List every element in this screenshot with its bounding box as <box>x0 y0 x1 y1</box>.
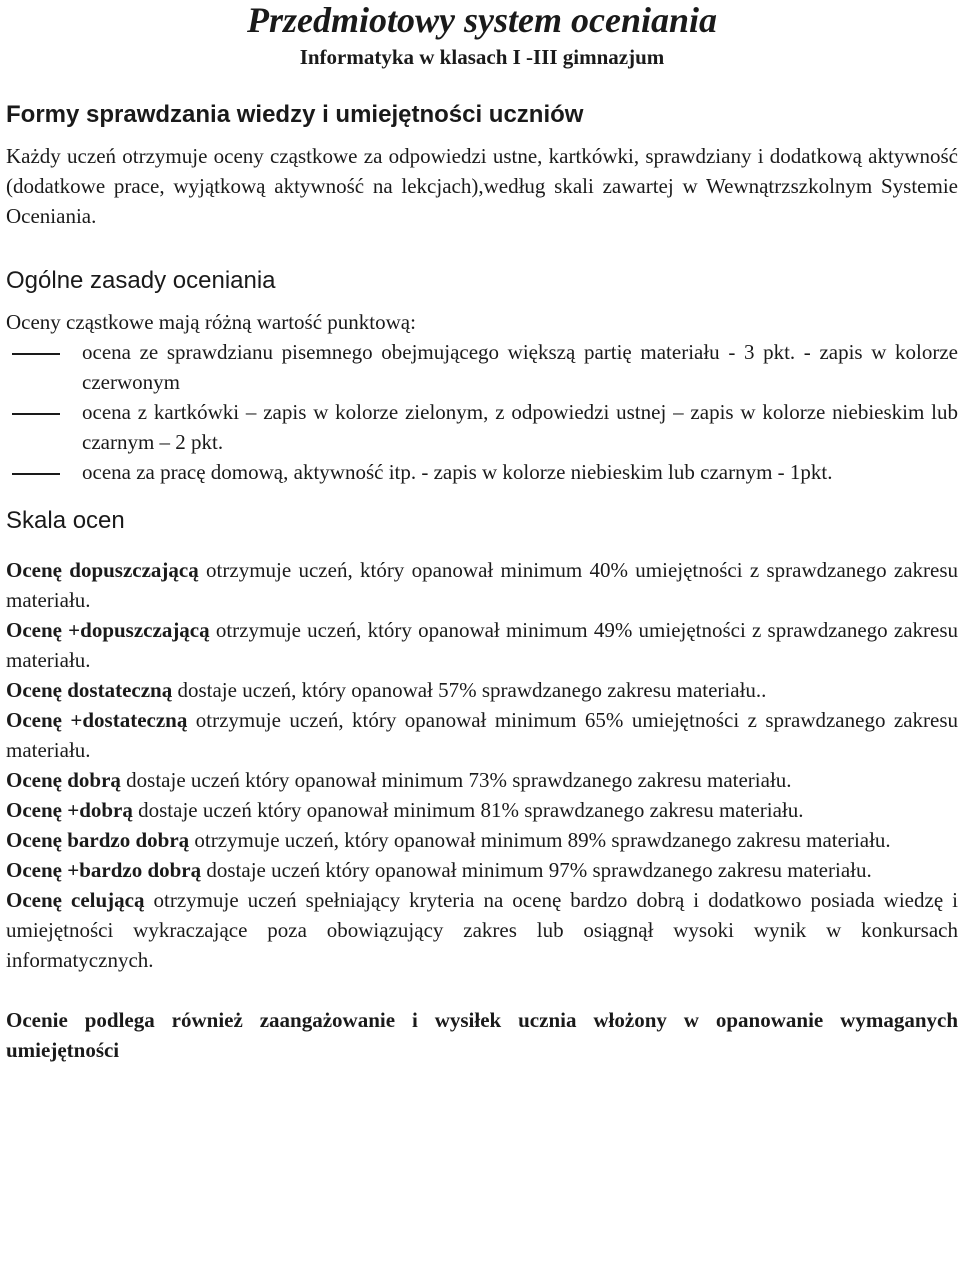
grade-entry <box>6 675 958 705</box>
grade-description: otrzymuje uczeń, który opanował minimum 40% umiejętności z sprawdzanego zakresu materiału. <box>6 558 959 612</box>
grade-name: Ocenę dopuszczającą <box>6 558 199 582</box>
dash-bullet-icon <box>6 337 82 367</box>
list-item <box>6 457 958 487</box>
grade-name: Ocenę +dopuszczającą <box>6 618 210 642</box>
page-title: Przedmiotowy system oceniania <box>247 0 717 40</box>
grade-description: dostaje uczeń który opanował minimum 81% sprawdzanego zakresu materiału. <box>132 798 804 822</box>
list-item-text: ocena za pracę domową, aktywność itp. - zapis w kolorze niebieskim lub czarnym - 1pkt. <box>82 460 833 484</box>
grade-entry <box>6 825 958 855</box>
grade-name: Ocenę dobrą <box>6 768 121 792</box>
grade-name: Ocenę celującą <box>6 888 145 912</box>
grade-name: Ocenę +dobrą <box>6 798 133 822</box>
grade-description: dostaje uczeń który opanował minimum 97% sprawdzanego zakresu materiału. <box>201 858 872 882</box>
grade-name: Ocenę +bardzo dobrą <box>6 858 202 882</box>
forms-paragraph: Każdy uczeń otrzymuje oceny cząstkowe za odpowiedzi ustne, kartkówki, sprawdziany i dodatkową aktywność (dodatkowe prace, wyjątkową aktywność na lekcjach),według skali zawartej w Wewnątrzszkolnym Systemie Oceniania. <box>6 144 958 228</box>
closing-statement: Ocenie podlega również zaangażowanie i wysiłek ucznia włożony w opanowanie wymaganych umiejętności <box>6 1008 958 1062</box>
grade-name: Ocenę bardzo dobrą <box>6 828 190 852</box>
grade-description: otrzymuje uczeń, który opanował minimum 49% umiejętności z sprawdzanego zakresu materiału. <box>6 618 958 672</box>
grade-entry <box>6 765 958 795</box>
grade-entry <box>6 615 958 675</box>
section-heading-general-rules: Ogólne zasady oceniania <box>6 267 276 294</box>
list-item-text: ocena z kartkówki – zapis w kolorze zielonym, z odpowiedzi ustnej – zapis w kolorze niebieskim lub czarnym – 2 pkt. <box>82 400 958 454</box>
list-item <box>6 337 958 397</box>
grade-description: dostaje uczeń który opanował minimum 73% sprawdzanego zakresu materiału. <box>120 768 792 792</box>
point-value-list <box>6 337 958 487</box>
grade-scale-list <box>6 555 958 975</box>
grade-name: Ocenę dostateczną <box>6 678 173 702</box>
grade-description: otrzymuje uczeń spełniający kryteria na ocenę bardzo dobrą i dodatkowo posiada wiedzę i umiejętności wykraczające poza obowiązujący zakres lub osiągnął wysoki wynik w konkursach informatycznych. <box>6 888 958 972</box>
general-rules-intro: Oceny cząstkowe mają różną wartość punktową: <box>6 310 416 334</box>
page-subtitle: Informatyka w klasach I -III gimnazjum <box>299 45 665 69</box>
document-page <box>6 0 958 1065</box>
grade-entry <box>6 795 958 825</box>
grade-entry <box>6 555 958 615</box>
grade-entry <box>6 855 958 885</box>
dash-bullet-icon <box>6 397 82 427</box>
dash-bullet-icon <box>6 457 82 487</box>
grade-entry <box>6 705 958 765</box>
section-heading-forms: Formy sprawdzania wiedzy i umiejętności uczniów <box>6 101 584 128</box>
grade-entry <box>6 885 958 975</box>
grade-description: otrzymuje uczeń, który opanował minimum 89% sprawdzanego zakresu materiału. <box>189 828 891 852</box>
list-item-text: ocena ze sprawdzianu pisemnego obejmującego większą partię materiału - 3 pkt. - zapis w kolorze czerwonym <box>82 340 958 394</box>
grade-name: Ocenę +dostateczną <box>6 708 188 732</box>
list-item <box>6 397 958 457</box>
grade-description: dostaje uczeń, który opanował 57% sprawdzanego zakresu materiału.. <box>172 678 767 702</box>
section-heading-grade-scale: Skala ocen <box>6 507 125 534</box>
grade-description: otrzymuje uczeń, który opanował minimum 65% umiejętności z sprawdzanego zakresu materiału. <box>6 708 959 762</box>
